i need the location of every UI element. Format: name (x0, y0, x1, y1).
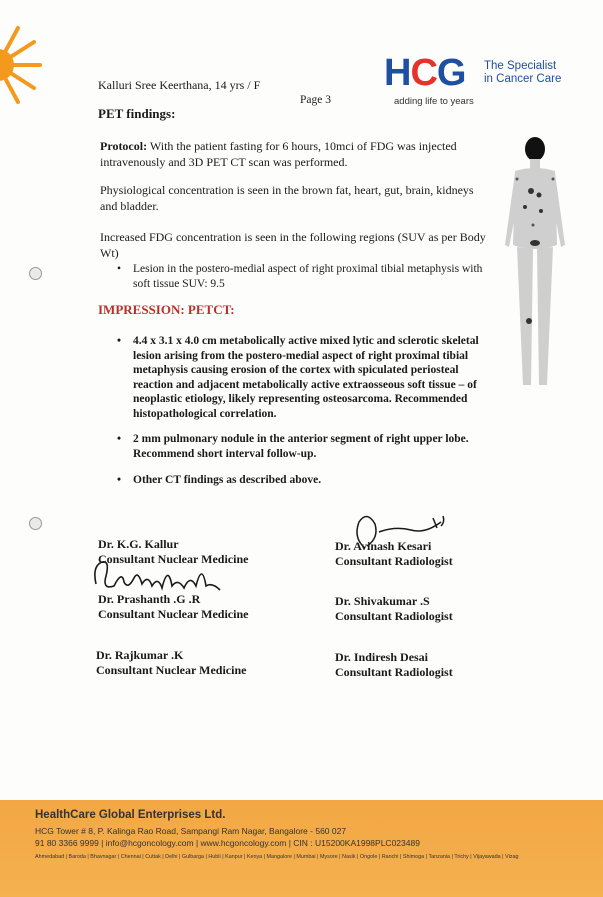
company-name: HealthCare Global Enterprises Ltd. (35, 809, 226, 821)
patient-info: Kalluri Sree Keerthana, 14 yrs / F (98, 78, 261, 92)
punch-hole-icon (29, 267, 42, 280)
physiological-paragraph: Physiological concentration is seen in the brown fat, heart, gut, brain, kidneys and bladder. (100, 183, 474, 213)
doctor-role: Consultant Nuclear Medicine (98, 552, 249, 566)
impression-item-2: • 2 mm pulmonary nodule in the anterior segment of right upper lobe. Recommend short interval follow-up. (117, 433, 469, 460)
doctor-role: Consultant Radiologist (335, 554, 453, 568)
branch-list: Ahmedabad | Baroda | Bhavnagar | Chennai | Cuttak | Delhi | Gulbarga | Hubli | Kanpur | Kenya | Mangalore | Mumbai | Mysore | Nasik | Ongole | Ranchi | Shimoga | Tanzania | Trichy | Vijayawada | Vizag (35, 854, 519, 860)
signature-kallur-icon (88, 556, 253, 596)
increased-paragraph: Increased FDG concentration is seen in the following regions (SUV as per Body Wt) (100, 230, 486, 260)
logo-tagline: The Specialist in Cancer Care (484, 60, 562, 85)
punch-hole-icon (29, 517, 42, 530)
bullet-icon: • (117, 433, 122, 445)
hcg-wordmark: HCG (384, 52, 466, 94)
doctor-name: Dr. Shivakumar .S (335, 594, 430, 608)
bullet-icon: • (117, 474, 122, 486)
hcg-logo (384, 52, 584, 112)
page-number: Page 3 (300, 94, 331, 106)
doctor-role: Consultant Radiologist (335, 609, 453, 623)
protocol-paragraph (100, 138, 490, 170)
pet-body-image (495, 135, 575, 395)
doctor-left-3 (96, 648, 246, 678)
doctor-role: Consultant Radiologist (335, 665, 453, 679)
company-address: HCG Tower # 8, P. Kalinga Rao Road, Sampangi Ram Nagar, Bangalore - 560 027 (35, 826, 347, 836)
doctor-name: Dr. Rajkumar .K (96, 648, 184, 662)
doctor-name: Dr. K.G. Kallur (98, 537, 179, 551)
lesion-bullet: • Lesion in the postero-medial aspect of right proximal tibial metaphysis with soft tissue SUV: 9.5 (117, 263, 483, 290)
pet-findings-title: PET findings: (98, 106, 176, 121)
logo-subline: adding life to years (394, 96, 474, 107)
letterhead-footer (0, 800, 603, 897)
doctor-name: Dr. Prashanth .G .R (98, 592, 201, 606)
impression-title: IMPRESSION: PETCT: (98, 302, 235, 317)
protocol-text: With the patient fasting for 6 hours, 10mci of FDG was injected intravenously and 3D PET CT scan was performed. (100, 139, 457, 169)
doctor-right-3 (335, 650, 453, 680)
protocol-label: Protocol: (100, 139, 148, 153)
impression-item-1: • 4.4 x 3.1 x 4.0 cm metabolically active mixed lytic and sclerotic skeletal lesion arising from the postero-medial aspect of right proximal tibial metaphysis causing erosion of the cortex with spiculated periosteal reaction and adjacent metabolically active extraosseous soft tissue – of neoplastic etiology, likely representing osteosarcoma. Recommended histopathological correlation. (117, 335, 479, 420)
doctor-role: Consultant Nuclear Medicine (98, 607, 249, 621)
company-contact: 91 80 3366 9999 | info@hcgoncology.com | www.hcgoncology.com | CIN : U15200KA1998PLC023489 (35, 838, 420, 848)
doctor-left-2 (98, 592, 248, 622)
doctor-role: Consultant Nuclear Medicine (96, 663, 247, 677)
bullet-icon: • (117, 263, 122, 275)
bullet-icon: • (117, 335, 122, 347)
sun-logo-icon (0, 20, 60, 110)
doctor-name: Dr. Avinash Kesari (335, 539, 432, 553)
doctor-name: Dr. Indiresh Desai (335, 650, 429, 664)
impression-item-3: • Other CT findings as described above. (117, 474, 322, 486)
doctor-right-2 (335, 594, 453, 624)
doctor-right-1 (335, 539, 453, 569)
